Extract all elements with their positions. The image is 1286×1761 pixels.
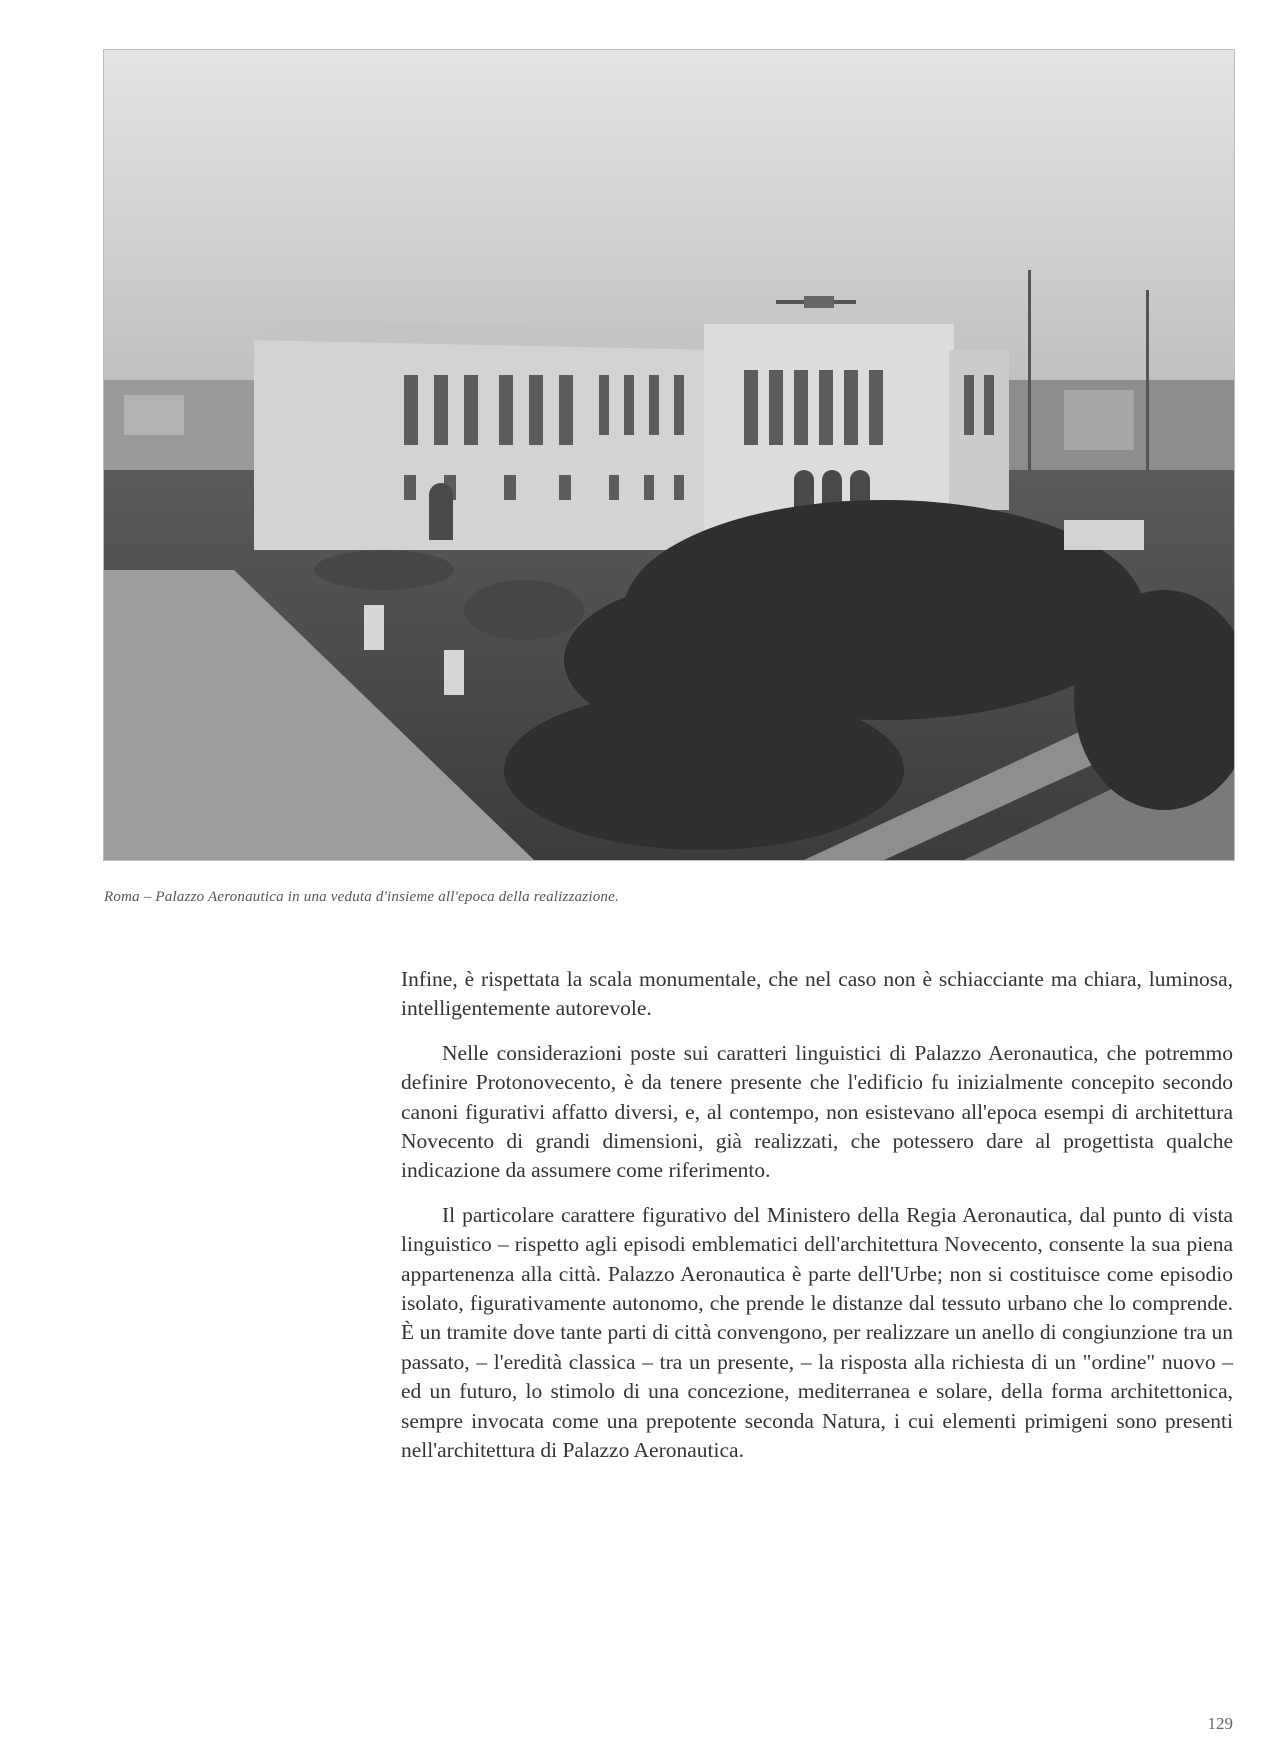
photo-caption: Roma – Palazzo Aeronautica in una veduta d'insieme all'epoca della realizzazione. (104, 889, 619, 905)
paragraph: Infine, è rispettata la scala monumentale, che nel caso non è schiacciante ma chiara, luminosa, intelligentemente autorevole. (401, 967, 1233, 1021)
body-text (401, 965, 1233, 1466)
paragraph: Nelle considerazioni poste sui caratteri linguistici di Palazzo Aeronautica, che potremmo definire Protonovecento, è da tenere presente che l'edificio fu inizialmente concepito secondo canoni figurativi affatto diversi, e, al contempo, non esistevano all'epoca esempi di architettura Novecento di grandi dimensioni, già realizzati, che potessero dare al progettista qualche indicazione da assumere come riferimento. (401, 1040, 1233, 1183)
building-photograph (104, 50, 1234, 860)
paragraph: Il particolare carattere figurativo del Ministero della Regia Aeronautica, dal punto di vista linguistico – rispetto agli episodi emblematici dell'architettura Novecento, consente la sua piena appartenenza alla città. Palazzo Aeronautica è parte dell'Urbe; non si costituisce come episodio isolato, figurativamente autonomo, che prende le distanze dal tessuto urbano che lo comprende. È un tramite dove tante parti di città convengono, per realizzare un anello di congiunzione tra un passato, – l'eredità classica – tra un presente, – la risposta alla richiesta di un "ordine" nuovo – ed un futuro, lo stimolo di una concezione, mediterranea e solare, della forma architettonica, sempre invocata come una prepotente seconda Natura, i cui elementi primigeni sono presenti nell'architettura di Palazzo Aeronautica. (401, 1202, 1233, 1463)
page-number: 129 (1207, 1714, 1233, 1733)
photograph-illustration (104, 50, 1234, 860)
